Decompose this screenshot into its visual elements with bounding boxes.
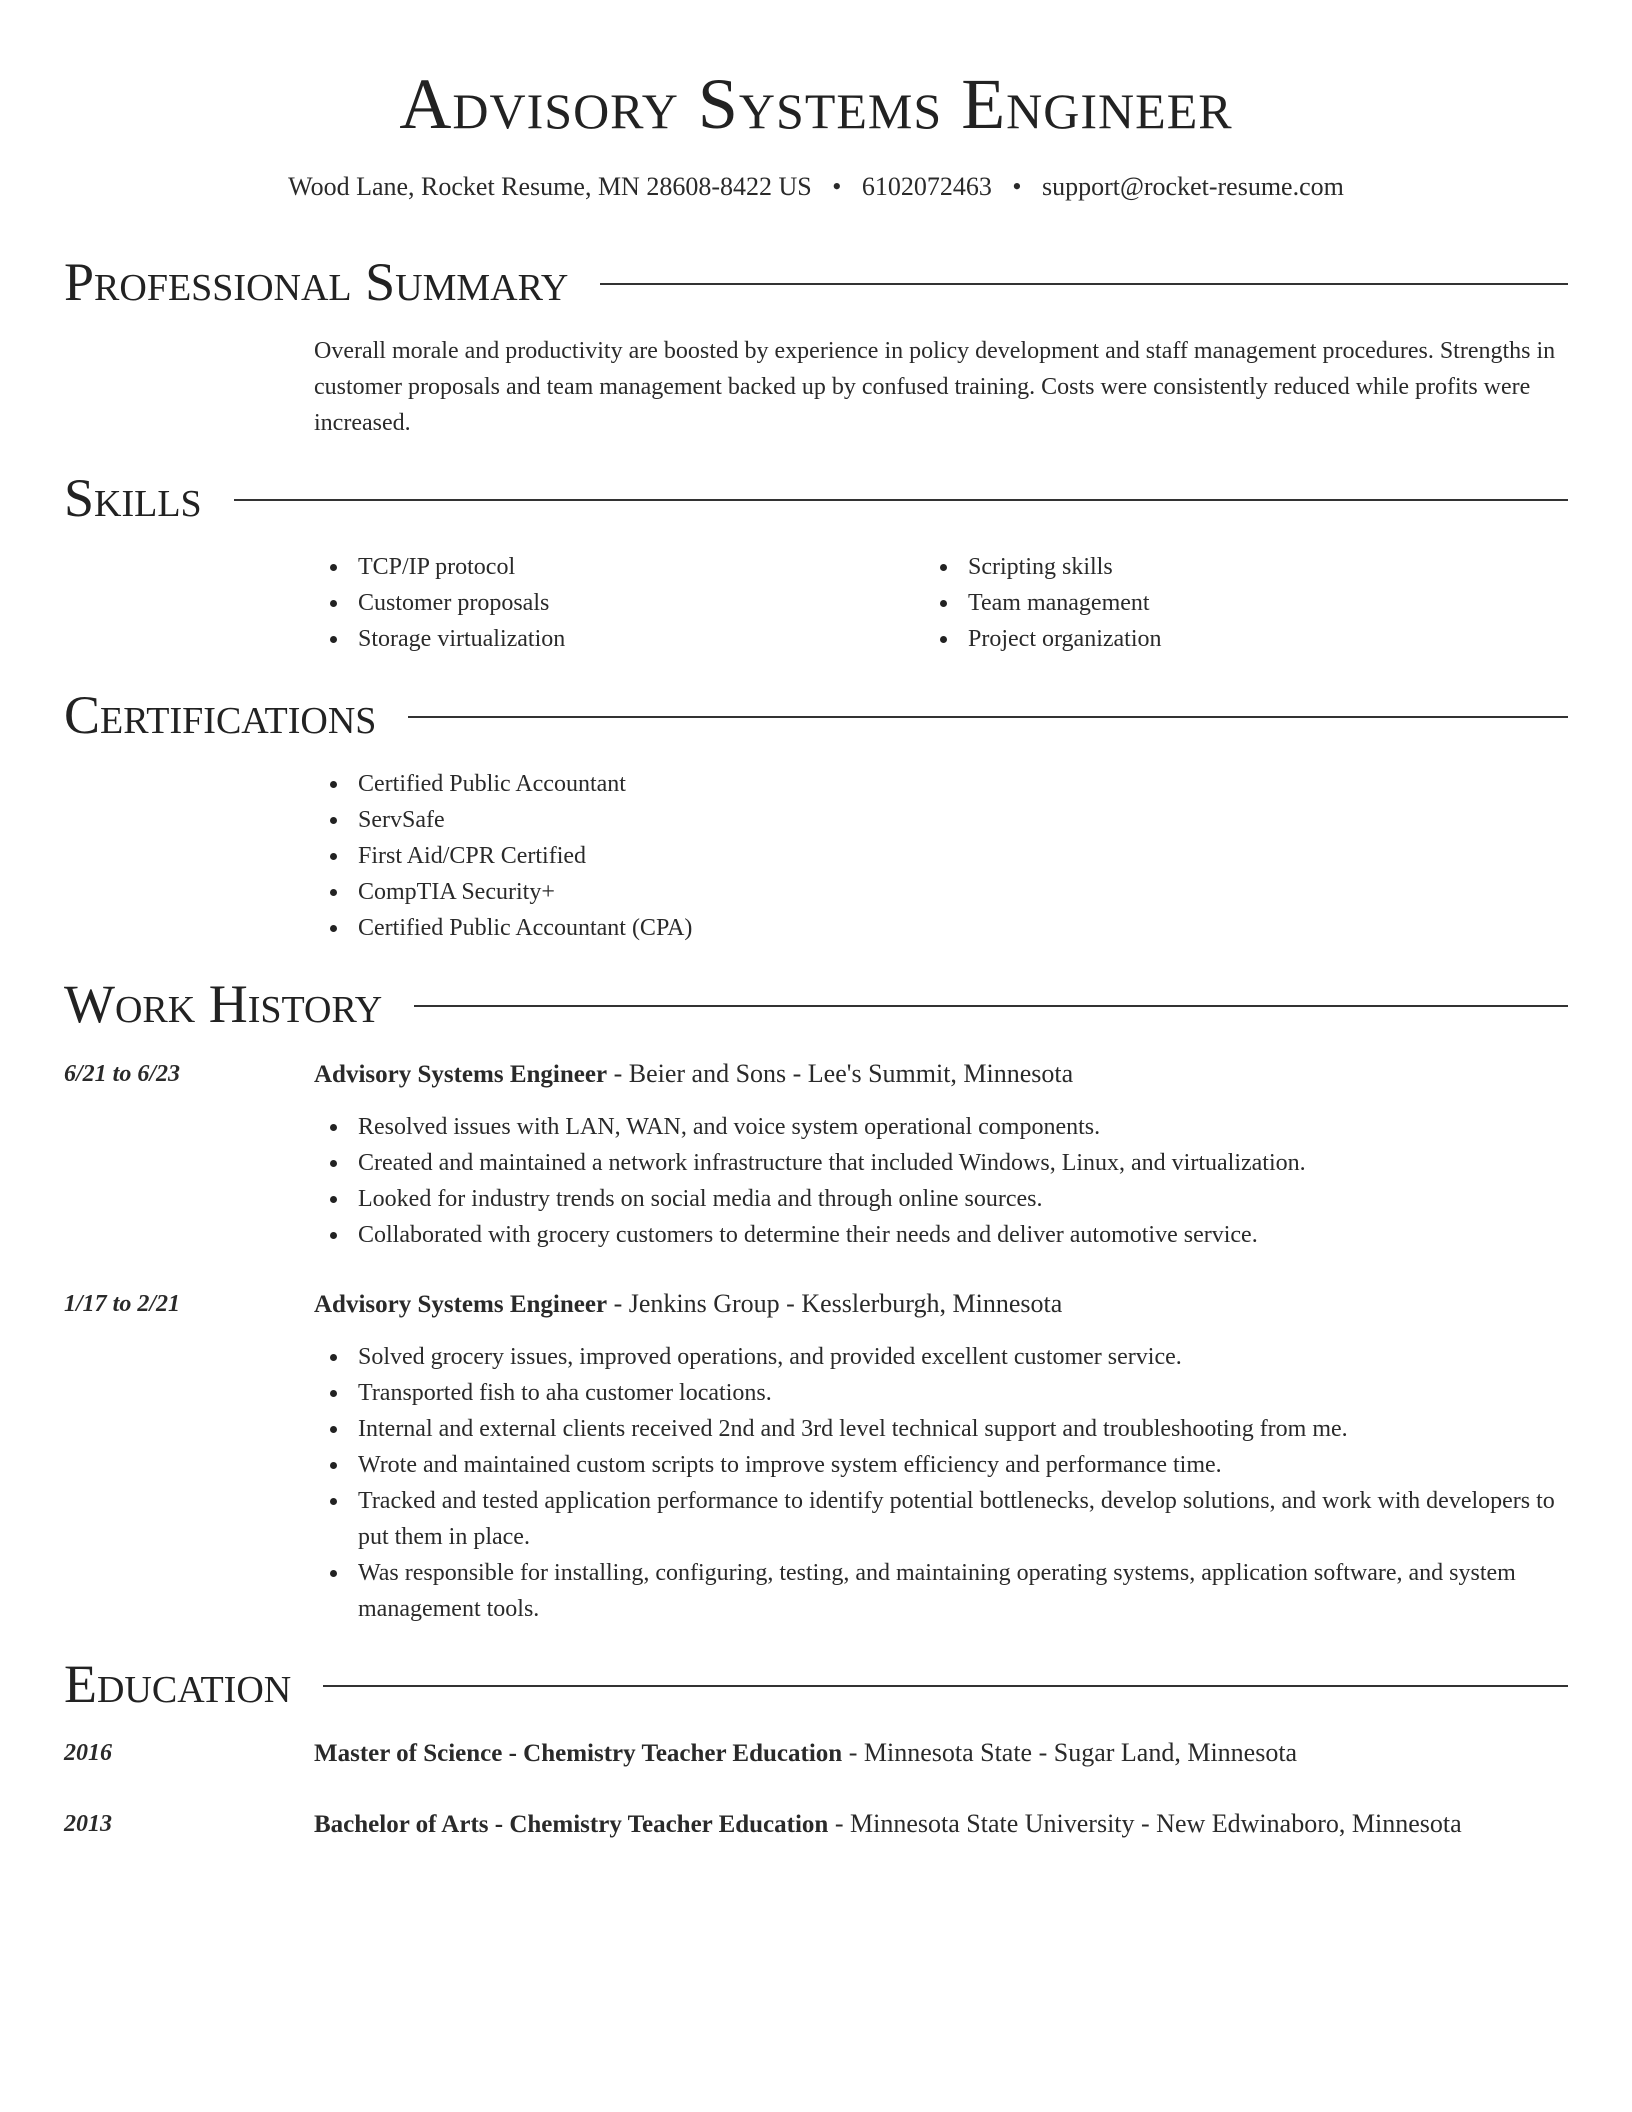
degree-title: Master of Science - Chemistry Teacher Education <box>314 1740 843 1767</box>
job-entry <box>314 1056 1568 1253</box>
education-header <box>64 1648 1568 1720</box>
phone-text: 6102072463 <box>861 172 992 201</box>
job-entry <box>314 1286 1568 1627</box>
education-year: 2016 <box>64 1740 112 1766</box>
education-line <box>314 1735 1568 1772</box>
email-link[interactable]: support@rocket-resume.com <box>1041 172 1344 201</box>
section-divider <box>323 1685 1568 1687</box>
certifications-section <box>64 679 1568 751</box>
job-bullet: Was responsible for installing, configuring, testing, and maintaining operating systems, application software, and system management tools. <box>314 1555 1568 1627</box>
job-dates: 6/21 to 6/23 <box>64 1061 181 1087</box>
job-employer: - Jenkins Group - Kesslerburgh, Minnesota <box>607 1289 1063 1318</box>
job-bullet: Resolved issues with LAN, WAN, and voice system operational components. <box>314 1109 1568 1145</box>
job-bullet: Created and maintained a network infrastructure that included Windows, Linux, and virtualization. <box>314 1145 1568 1181</box>
job-bullet: Collaborated with grocery customers to determine their needs and deliver automotive service. <box>314 1217 1568 1253</box>
address-text: Wood Lane, Rocket Resume, MN 28608-8422 US <box>288 172 812 201</box>
education-line <box>314 1806 1568 1843</box>
section-title: Certifications <box>64 685 377 745</box>
school-info: - Minnesota State - Sugar Land, Minnesota <box>842 1738 1298 1767</box>
contact-line <box>64 170 1568 204</box>
skill-item: Team management <box>924 585 1568 621</box>
education-entry <box>314 1735 1568 1772</box>
job-heading <box>314 1286 1568 1323</box>
contact-separator: • <box>1012 172 1022 201</box>
certification-item: CompTIA Security+ <box>314 874 1568 910</box>
section-divider <box>234 499 1568 501</box>
skills-header <box>64 462 1568 534</box>
certifications-header <box>64 679 1568 751</box>
job-title: Advisory Systems Engineer <box>314 1061 608 1088</box>
job-employer: - Beier and Sons - Lee's Summit, Minnesota <box>607 1059 1074 1088</box>
certification-item: First Aid/CPR Certified <box>314 838 1568 874</box>
job-bullet: Tracked and tested application performance to identify potential bottlenecks, develop solutions, and work with developers to put them in place. <box>314 1483 1568 1555</box>
job-heading <box>314 1056 1568 1093</box>
section-divider <box>414 1005 1568 1007</box>
contact-separator: • <box>832 172 842 201</box>
skills-section <box>64 462 1568 534</box>
education-section <box>64 1648 1568 1720</box>
skills-left-column <box>314 549 924 657</box>
section-title: Professional Summary <box>64 252 569 312</box>
certifications-list <box>314 766 1568 946</box>
job-bullet: Transported fish to aha customer locations. <box>314 1375 1568 1411</box>
summary-text: Overall morale and productivity are boosted by experience in policy development and staff management procedures. Strengths in customer proposals and team management backed up by confused training. Costs were consistently reduced while profits were increased. <box>314 338 1556 436</box>
job-title: Advisory Systems Engineer <box>314 1291 608 1318</box>
section-divider <box>408 716 1568 718</box>
certification-item: ServSafe <box>314 802 1568 838</box>
education-entry <box>314 1806 1568 1843</box>
education-year: 2013 <box>64 1811 112 1837</box>
work-history-section <box>64 968 1568 1040</box>
section-title: Education <box>64 1654 292 1714</box>
skills-right-column <box>924 549 1568 657</box>
section-title: Work History <box>64 974 383 1034</box>
resume-title: Advisory Systems Engineer <box>399 64 1233 144</box>
job-bullet: Internal and external clients received 2nd and 3rd level technical support and troubleshooting from me. <box>314 1411 1568 1447</box>
skill-item: Customer proposals <box>314 585 924 621</box>
job-bullet: Looked for industry trends on social media and through online sources. <box>314 1181 1568 1217</box>
summary-header <box>64 246 1568 318</box>
school-info: - Minnesota State University - New Edwinaboro, Minnesota <box>828 1809 1462 1838</box>
skill-item: Scripting skills <box>924 549 1568 585</box>
work-history-header <box>64 968 1568 1040</box>
certification-item: Certified Public Accountant <box>314 766 1568 802</box>
skill-item: Storage virtualization <box>314 621 924 657</box>
degree-title: Bachelor of Arts - Chemistry Teacher Education <box>314 1811 829 1838</box>
job-dates: 1/17 to 2/21 <box>64 1291 181 1317</box>
section-title: Skills <box>64 468 202 528</box>
job-bullet: Solved grocery issues, improved operations, and provided excellent customer service. <box>314 1339 1568 1375</box>
skill-item: TCP/IP protocol <box>314 549 924 585</box>
skill-item: Project organization <box>924 621 1568 657</box>
certification-item: Certified Public Accountant (CPA) <box>314 910 1568 946</box>
job-bullet: Wrote and maintained custom scripts to improve system efficiency and performance time. <box>314 1447 1568 1483</box>
summary-section <box>64 246 1568 318</box>
resume-page <box>64 0 1568 1838</box>
section-divider <box>600 283 1568 285</box>
